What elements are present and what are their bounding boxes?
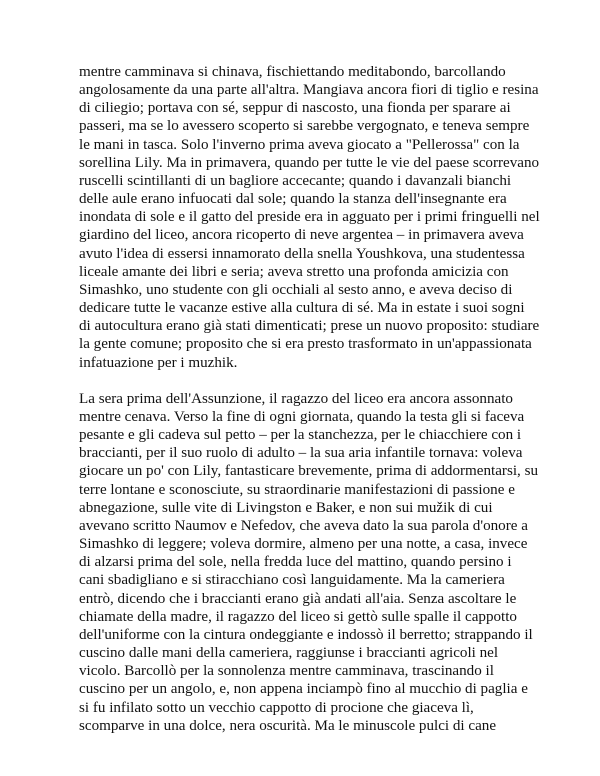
text-line: di alzarsi prima del sole, nella fredda luce del mattino, quando persino i: [79, 554, 512, 571]
document-page: [79, 63, 540, 735]
text-line: dedicare tutte le vacanze estive alla cultura di sé. Ma in estate i suoi sogni: [79, 300, 525, 317]
text-line: di ciliegio; portava con sé, seppur di nascosto, una fionda per sparare ai: [79, 100, 511, 117]
text-line: sorellina Lily. Ma in primavera, quando per tutte le vie del paese scorrevano: [79, 154, 540, 171]
text-line: delle aule erano infuocati dal sole; quando la stanza dell'insegnante era: [79, 191, 507, 208]
paragraph-1: [79, 63, 540, 372]
text-line: di autocultura erano già stati dimenticati; prese un nuovo proposito: studiare: [79, 318, 540, 335]
text-line: infatuazione per i muzhik.: [79, 354, 238, 371]
text-line: cuscino per un angolo, e, non appena inciampò fino al mucchio di paglia e: [79, 681, 528, 698]
text-line: pesante e gli cadeva sul petto – per la stanchezza, per le chiacchiere con i: [79, 427, 522, 444]
text-line: le mani in tasca. Solo l'inverno prima aveva giocato a "Pellerossa" con la: [79, 136, 520, 153]
text-line: entrò, dicendo che i braccianti erano già andati all'aia. Senza ascoltare le: [79, 590, 517, 607]
text-line: liceale amante dei libri e seria; aveva stretto una profonda amicizia con: [79, 263, 509, 280]
text-line: abnegazione, sulle vite di Livingston e Baker, e non sui mužik di cui: [79, 499, 493, 516]
paragraph-2: [79, 390, 538, 735]
text-line: chiamate della madre, il ragazzo del liceo si gettò sulle spalle il cappotto: [79, 608, 517, 625]
text-line: cuscino dalle mani della cameriera, raggiunse i braccianti agricoli nel: [79, 645, 499, 662]
text-line: La sera prima dell'Assunzione, il ragazzo del liceo era ancora assonnato: [79, 390, 513, 407]
text-line: la gente comune; proposito che si era presto trasformato in un'appassionata: [79, 336, 532, 353]
text-line: cani sbadigliano e si stiracchiano così languidamente. Ma la cameriera: [79, 572, 505, 589]
text-line: mentre camminava si chinava, fischiettando meditabondo, barcollando: [79, 64, 506, 80]
text-line: avevano scritto Naumov e Nefedov, che aveva dato la sua parola d'onore a: [79, 517, 528, 534]
text-line: Simashko di leggere; voleva dormire, almeno per una notte, a casa, invece: [79, 536, 528, 553]
text-line: avuto l'idea di essersi innamorato della snella Youshkova, una studentessa: [79, 245, 525, 262]
text-line: terre lontane e sconosciute, su straordinarie manifestazioni di passione e: [79, 481, 515, 498]
text-line: angolosamente da una parte all'altra. Mangiava ancora fiori di tiglio e resina: [79, 82, 539, 99]
text-line: vicolo. Barcollò per la sonnolenza mentre camminava, trascinando il: [79, 663, 494, 680]
text-line: passeri, ma se lo avessero scoperto si sarebbe vergognato, e teneva sempre: [79, 118, 530, 135]
text-line: si fu infilato sotto un vecchio cappotto di procione che giaceva lì,: [79, 699, 474, 716]
text-line: braccianti, per il suo ruolo di adulto – la sua aria infantile tornava: voleva: [79, 445, 523, 462]
text-line: scomparve in una dolce, nera oscurità. Ma le minuscole pulci di cane: [79, 717, 497, 734]
text-line: giardino del liceo, ancora ricoperto di neve argentea – in primavera aveva: [79, 227, 524, 244]
text-line: ruscelli scintillanti di un bagliore accecante; quando i davanzali bianchi: [79, 172, 512, 189]
text-line: dell'uniforme con la cintura ondeggiante e indossò il berretto; strappando il: [79, 626, 533, 643]
text-line: Simashko, uno studente con gli occhiali al sesto anno, e aveva deciso di: [79, 281, 513, 298]
text-line: giocare un po' con Lily, fantasticare brevemente, prima di addormentarsi, su: [79, 463, 538, 480]
text-line: mentre cenava. Verso la fine di ogni giornata, quando la testa gli si faceva: [79, 409, 525, 425]
text-line: inondata di sole e il gatto del preside era in agguato per i primi fringuelli nel: [79, 209, 540, 226]
